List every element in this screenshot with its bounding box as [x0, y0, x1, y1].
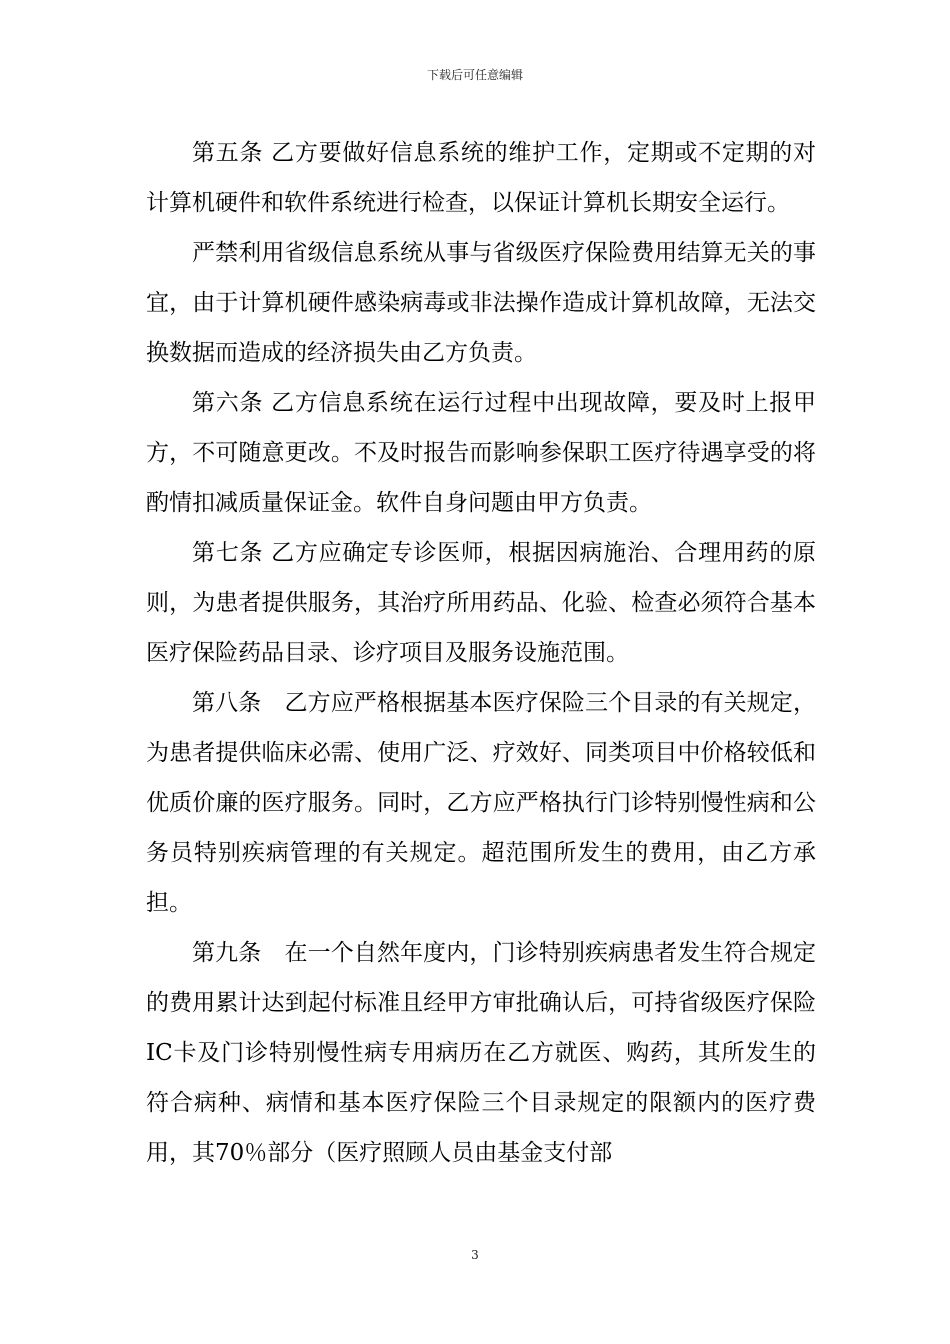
paragraph-prohibition: 严禁利用省级信息系统从事与省级医疗保险费用结算无关的事宜，由于计算机硬件感染病毒或非法操作造成计算机故障，无法交换数据而造成的经济损失由乙方负责。 — [146, 240, 816, 366]
page-number: 3 — [471, 1248, 479, 1262]
page-header-note: 下载后可任意编辑 — [426, 68, 523, 82]
paragraph-article-5: 第五条 乙方要做好信息系统的维护工作，定期或不定期的对计算机硬件和软件系统进行检查，以保证计算机长期安全运行。 — [146, 140, 816, 216]
paragraph-article-8: 第八条 乙方应严格根据基本医疗保险三个目录的有关规定，为患者提供临床必需、使用广泛、疗效好、同类项目中价格较低和优质价廉的医疗服务。同时，乙方应严格执行门诊特别慢性病和公务员特别疾病管理的有关规定。超范围所发生的费用，由乙方承担。 — [146, 690, 816, 916]
paragraph-article-7: 第七条 乙方应确定专诊医师，根据因病施治、合理用药的原则，为患者提供服务，其治疗所用药品、化验、检查必须符合基本医疗保险药品目录、诊疗项目及服务设施范围。 — [146, 540, 816, 666]
document-body — [146, 128, 816, 1178]
paragraph-article-9: 第九条 在一个自然年度内，门诊特别疾病患者发生符合规定的费用累计达到起付标准且经甲方审批确认后，可持省级医疗保险IC卡及门诊特别慢性病专用病历在乙方就医、购药，其所发生的符合病种、病情和基本医疗保险三个目录规定的限额内的医疗费用，其70％部分（医疗照顾人员由基金支付部 — [146, 940, 816, 1166]
paragraph-article-6: 第六条 乙方信息系统在运行过程中出现故障，要及时上报甲方，不可随意更改。不及时报告而影响参保职工医疗待遇享受的将酌情扣减质量保证金。软件自身问题由甲方负责。 — [146, 390, 816, 516]
